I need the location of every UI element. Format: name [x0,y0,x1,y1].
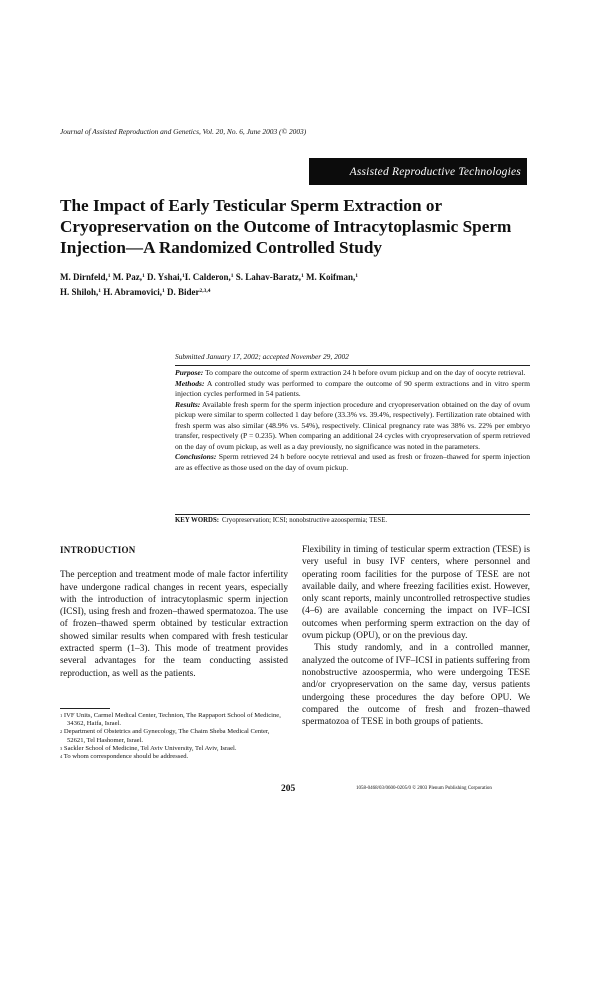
author-list [60,270,530,300]
author-name: S. Lahav-Baratz, [235,272,302,282]
abstract-conclusions-text: Sperm retrieved 24 h before oocyte retrieval and used as fresh or frozen–thawed for sperm injection are as effective as those used on the day of ovum pickup. [175,452,530,472]
author-affiliation: 1 [107,273,111,279]
footnote [60,712,288,728]
author-affiliation: 1 [181,273,185,279]
introduction-paragraph: The perception and treatment mode of male factor infertility have undergone radical changes in recent years, especially with the introduction of intracytoplasmic sperm injection (ICSI), using fresh and frozen–thawed spermatozoa. The use of frozen–thawed sperm obtained by testicular extraction showed similar results when compared with fresh testicular extracted sperm (1–3). This mode of treatment provides several advantages for the team conducting assisted reproduction, as well as the patients. [60,570,288,679]
abstract-methods-label: Methods: [175,378,205,388]
abstract-purpose-label: Purpose: [175,368,204,377]
abstract-top-rule [175,365,530,366]
author-affiliation: 1 [230,273,234,279]
footnotes [60,712,288,761]
abstract-purpose [175,368,530,379]
footnote-text: IVF Units, Carmel Medical Center, Technion, The Rappaport School of Medicine, 34362, Haifa, Israel. [63,712,281,728]
footnote [60,753,288,761]
page-number: 205 [281,784,296,794]
abstract [175,368,530,473]
section-banner [309,158,527,185]
author-name: D. Yshai, [147,272,182,282]
footnote-number: 3 [60,745,63,751]
footnote-rule [60,708,110,709]
author-name: I. Calderon, [184,272,231,282]
author-affiliation: 1 [355,273,359,279]
abstract-results [175,400,530,453]
body-paragraph: Flexibility in timing of testicular sperm extraction (TESE) is very useful in busy IVF centers, where personnel and operating room facilities for the purpose of TESE are not available daily, and where freezing facilities exist. However, only scant reports, mainly uncontrolled retrospective studies (4–6) are available concerning the impact on IVF–ICSI outcomes when performing sperm extraction on the day of ovum pickup (OPU), or on the previous day. [302,545,530,642]
abstract-results-label: Results: [175,399,201,409]
footnote-text: To whom correspondence should be addressed. [63,753,189,761]
author-name: M. Koifman, [306,272,356,282]
abstract-bottom-rule [175,514,530,515]
article-title: The Impact of Early Testicular Sperm Extraction or Cryopreservation on the Outcome of Intracytoplasmic Sperm Injection—A Randomized Controlled Study [60,196,512,257]
author-affiliation: 1 [142,273,145,279]
author-name: D. Bider [167,287,200,297]
keywords [175,517,530,524]
footnote-number: 2 [60,729,63,735]
abstract-conclusions [175,452,530,473]
keywords-text: Cryopreservation; ICSI; nonobstructive azoospermia; TESE. [222,517,388,524]
section-banner-label: Assisted Reproductive Technologies [349,165,521,178]
abstract-results-text: Available fresh sperm for the sperm injection procedure and cryopreservation obtained on the day of ovum pickup were similar to sperm collected 1 day before (33.3% vs. 39.4%, respectively). Fertilization rate obtained with fresh sperm was also similar (48.9% vs. 54%), respectively. Clinical pregnancy rate was 38% vs. 22% per embryo transfer, respectively (P = 0.235). When comparing an additional 24 cycles with cryopreservation of sperm retrieved on the day of ovum pickup, as well as a day previously, no significance was noted in the parameters. [175,399,530,451]
abstract-methods-text: A controlled study was performed to compare the outcome of 90 sperm extractions and in vitro sperm injection cycles performed in 54 patients. [175,378,530,398]
body-paragraph: This study randomly, and in a controlled manner, analyzed the outcome of IVF–ICSI in patients suffering from nonobstructive azoospermia, who were undergoing TESE and/or cryopreservation on the same day, versus patients undergoing these procedures the day before OPU. We compared the outcome of fresh and frozen–thawed spermatozoa of TESE in both groups of patients. [302,643,530,728]
footnote-number: 4 [60,754,63,760]
copyright-line: 1058-0468/03/0600-0205/0 © 2003 Plenum Publishing Corporation [356,786,492,791]
right-column [302,544,530,728]
abstract-methods [175,379,530,400]
author-name: M. Paz, [112,272,142,282]
footnote [60,728,288,744]
author-name: H. Abramovici, [103,287,163,297]
author-affiliation: 1 [301,273,304,279]
author-affiliation: 1 [162,288,165,294]
footnote [60,745,288,753]
author-name: M. Dirnfeld, [60,272,108,282]
footnote-number: 1 [60,713,63,718]
author-name: H. Shiloh, [60,287,99,297]
footnote-text: Sackler School of Medicine, Tel Aviv University, Tel Aviv, Israel. [63,744,237,752]
keywords-label: KEY WORDS: [175,517,219,524]
left-column [60,544,288,680]
introduction-heading: INTRODUCTION [60,545,136,555]
journal-citation: Journal of Assisted Reproduction and Genetics, Vol. 20, No. 6, June 2003 (© 2003) [60,127,307,136]
footnote-text: Department of Obstetrics and Gynecology, The Chaim Sheba Medical Center, 52621, Tel Hashomer, Israel. [63,728,270,744]
author-affiliation: 1 [98,288,102,294]
abstract-purpose-text: To compare the outcome of sperm extraction 24 h before ovum pickup and on the day of oocyte retrieval. [205,368,526,377]
abstract-conclusions-label: Conclusions: [175,452,217,461]
author-affiliation: 2,3,4 [199,288,211,294]
submission-dates: Submitted January 17, 2002; accepted November 29, 2002 [175,352,349,361]
